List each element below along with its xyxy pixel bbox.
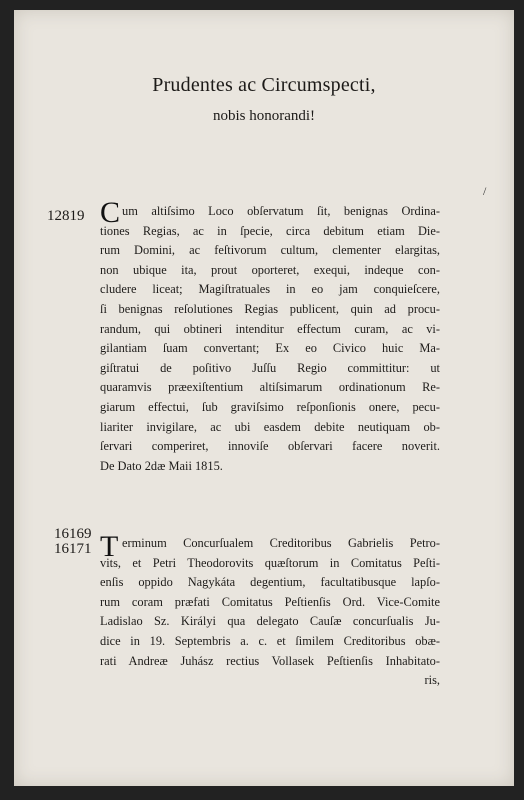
paragraph-line: dice in 19. Septembris a. c. et ſimilem Creditoribus obæ- (100, 633, 440, 648)
paragraph-line: giſtratui de poſitivo Juſſu Regio committitur: ut (100, 360, 440, 375)
paragraph-line: enſis oppido Nagykáta degentium, facultatibusque lapſo- (100, 575, 440, 590)
section-number: 16169 (54, 526, 92, 542)
paragraph-line: Ladislao Sz. Királyi qua delegato Cauſæ concurſualis Ju- (100, 614, 440, 629)
paragraph-line: cludere liceat; Magiſtratuales in eo jam conquieſcere, (100, 282, 440, 297)
paragraph-line: tiones Regias, ac in ſpecie, circa debitum etiam Die- (100, 223, 440, 238)
document-sheet (14, 10, 514, 786)
section-number: 12819 (47, 208, 85, 224)
paragraph-line: rati Andreæ Juhász rectius Vollasek Peſtienſis Inhabitato- (100, 653, 440, 668)
paragraph-line: gilantiam ſuam convertant; Ex eo Civico huic Ma- (100, 341, 440, 356)
paragraph-line: ſervari comperiret, innoviſe obſervari facere noverit. (100, 439, 440, 454)
paragraph-line: vits, et Petri Theodorovits quæſtorum in Comitatus Peſti- (100, 555, 440, 570)
section-paragraph (100, 202, 440, 476)
drop-cap: C (100, 196, 121, 229)
paragraph-line: randum, qui obtineri intenditur effectum curam, ac vi- (100, 321, 440, 336)
paragraph-line: ris, (424, 673, 440, 688)
section-number: 16171 (54, 541, 92, 557)
document-subtitle: nobis honorandi! (212, 108, 316, 124)
paragraph-line: um altiſsimo Loco obſervatum ſit, benignas Ordina- (122, 204, 440, 218)
document-title: Prudentes ac Circumspecti, (152, 74, 376, 96)
paragraph-line: liariter invigilare, ac ubi easdem debite neutiquam ob- (100, 419, 440, 434)
paragraph-line: giarum effectui, ſub graviſsimo reſponſionis onere, pecu- (100, 399, 440, 414)
paragraph-line: non ubique ita, prout oporteret, exequi, indeque con- (100, 262, 440, 277)
drop-cap: T (100, 530, 119, 563)
paragraph-line: erminum Concurſualem Creditoribus Gabrielis Petro- (122, 536, 440, 550)
paragraph-line: De Dato 2dæ Maii 1815. (100, 458, 223, 473)
margin-mark: / (483, 184, 487, 198)
section-paragraph (100, 530, 440, 691)
paragraph-line: ſi benignas reſolutiones Regias publicent, quin ad procu- (100, 301, 440, 316)
paragraph-line: rum Domini, ac feſtivorum cultum, clementer elargitas, (100, 243, 440, 258)
paragraph-line: rum coram præfati Comitatus Peſtienſis Ord. Vice-Comite (100, 594, 440, 609)
paragraph-line: quaramvis præexiſtentium altiſsimarum ordinationum Re- (100, 380, 440, 395)
